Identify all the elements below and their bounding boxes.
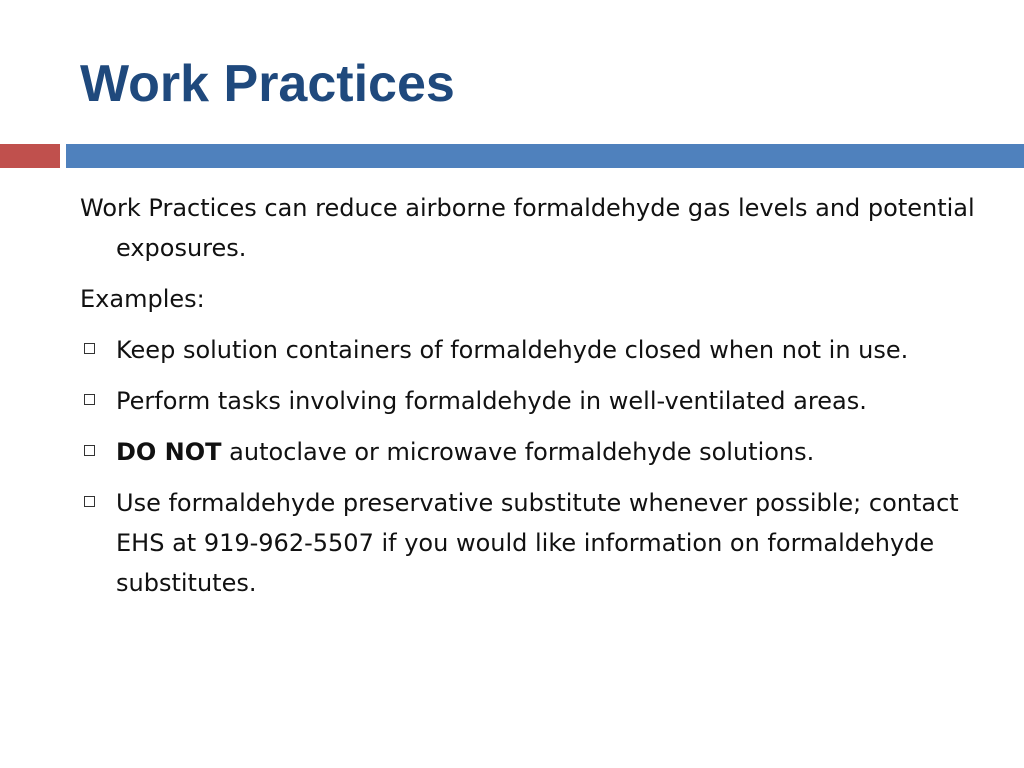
bullet-emphasis: DO NOT <box>116 438 222 466</box>
slide-body <box>80 188 980 614</box>
intro-paragraph: Work Practices can reduce airborne formaldehyde gas levels and potential exposures. <box>80 194 975 262</box>
hollow-square-bullet-icon <box>84 445 95 456</box>
list-item <box>80 330 980 370</box>
examples-list <box>80 330 980 603</box>
list-item <box>80 483 980 603</box>
hollow-square-bullet-icon <box>84 394 95 405</box>
slide-title: Work Practices <box>80 55 455 113</box>
list-item <box>80 432 980 472</box>
bullet-text: Keep solution containers of formaldehyde closed when not in use. <box>116 336 909 364</box>
title-underline-accent-red <box>0 144 60 168</box>
bullet-text: Use formaldehyde preservative substitute whenever possible; contact EHS at 919-962-5507 if you would like information on formaldehyde substitutes. <box>116 489 959 597</box>
hollow-square-bullet-icon <box>84 496 95 507</box>
hollow-square-bullet-icon <box>84 343 95 354</box>
title-underline-accent-blue <box>66 144 1024 168</box>
examples-label: Examples: <box>80 285 205 313</box>
bullet-text: Perform tasks involving formaldehyde in well-ventilated areas. <box>116 387 867 415</box>
list-item <box>80 381 980 421</box>
bullet-text: autoclave or microwave formaldehyde solutions. <box>221 438 815 466</box>
